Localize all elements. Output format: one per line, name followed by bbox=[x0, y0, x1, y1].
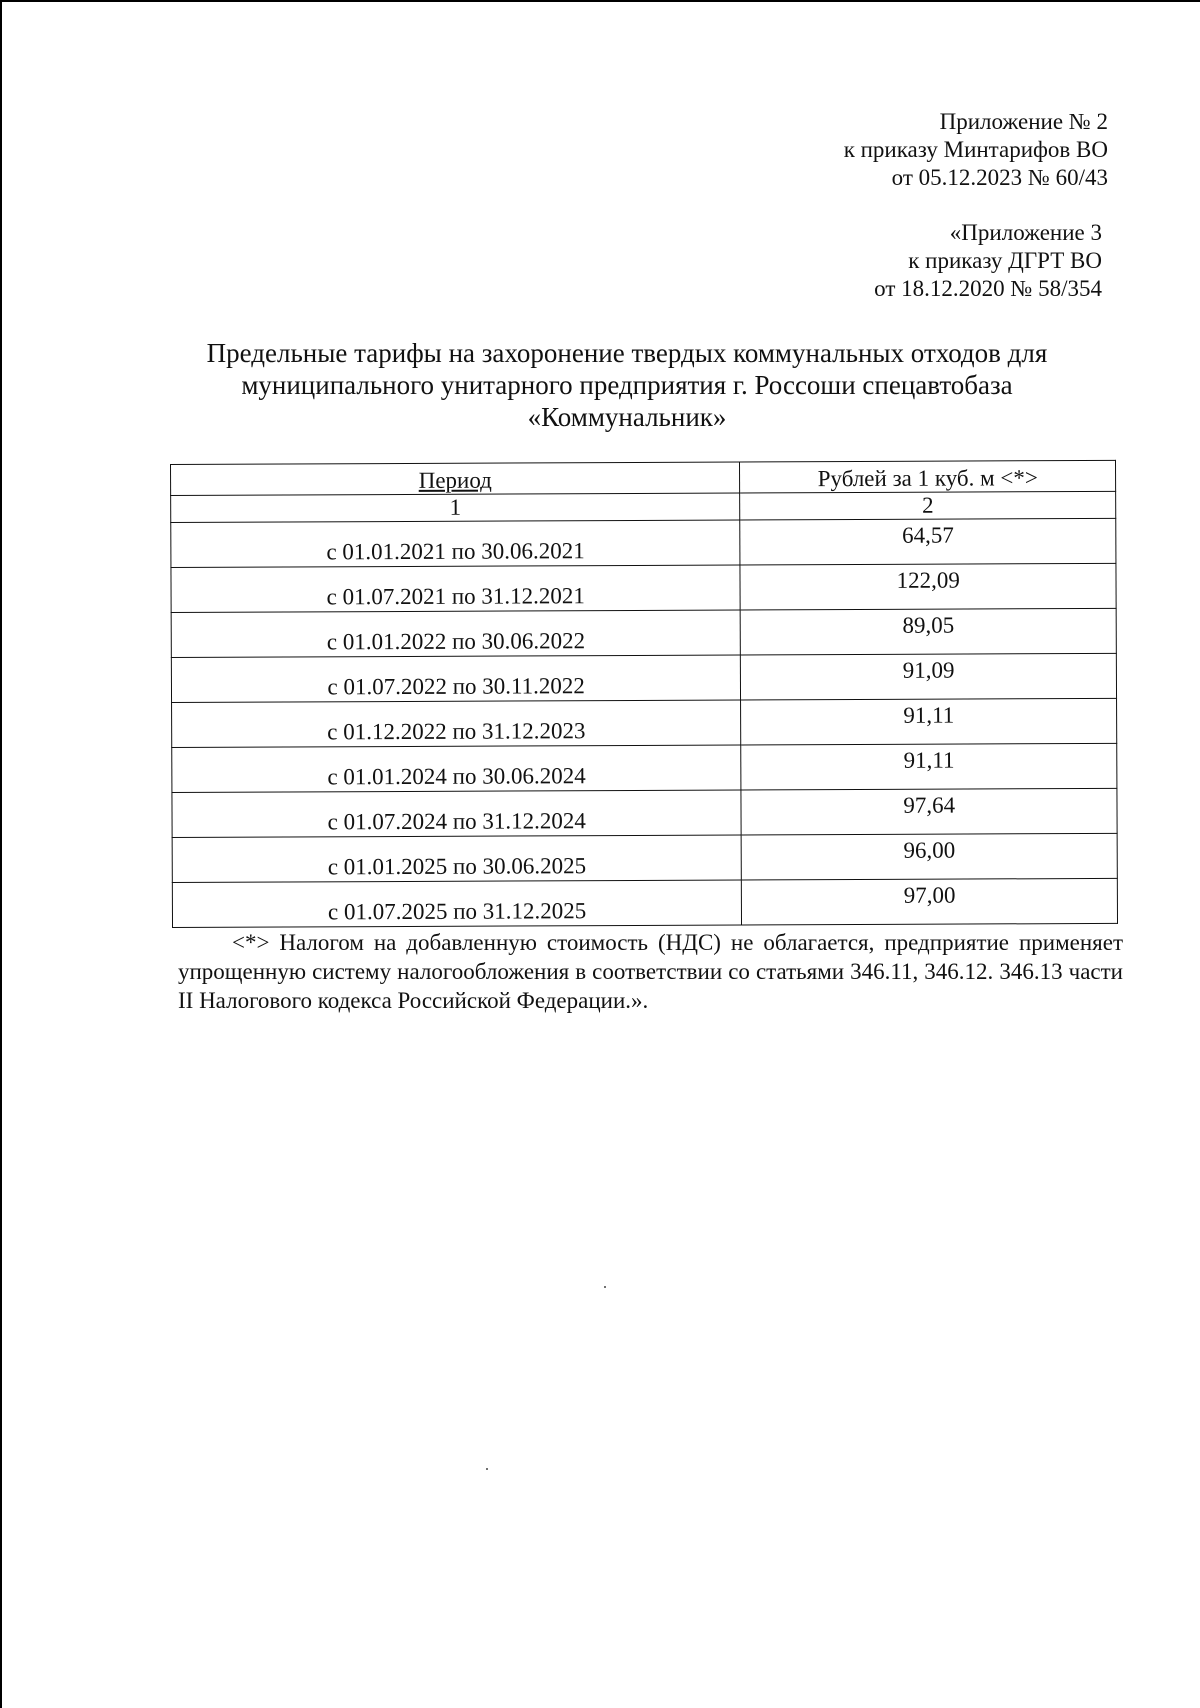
column-number-1: 1 bbox=[171, 493, 741, 522]
table-column-number-row bbox=[171, 491, 1116, 522]
row-period: с 01.07.2021 по 31.12.2021 bbox=[171, 565, 741, 612]
row-period: с 01.12.2022 по 31.12.2023 bbox=[172, 700, 742, 747]
column-number-2: 2 bbox=[740, 491, 1116, 520]
table-row bbox=[172, 788, 1117, 837]
appendix-main-block bbox=[844, 108, 1108, 192]
header-period: Период bbox=[171, 462, 741, 495]
row-period: с 01.01.2024 по 30.06.2024 bbox=[172, 745, 742, 792]
table-row bbox=[171, 563, 1116, 612]
appendix-ref-line1: «Приложение 3 bbox=[949, 220, 1102, 245]
footnote: <*> Налогом на добавленную стоимость (НДС) не облагается, предприятие применяет упрощенную систему налогообложения в соответствии со статьями 346.11, 346.12. 346.13 части II Налогового кодекса Российской Федерации.». bbox=[178, 930, 1123, 1013]
row-value: 91,09 bbox=[741, 653, 1117, 700]
table-row bbox=[172, 743, 1117, 792]
table-row bbox=[172, 878, 1117, 927]
row-value: 91,11 bbox=[741, 698, 1117, 745]
row-period: с 01.01.2021 по 30.06.2021 bbox=[171, 520, 741, 567]
appendix-ref-block bbox=[874, 219, 1102, 303]
scan-speck bbox=[604, 1286, 606, 1288]
table-row bbox=[172, 833, 1117, 882]
row-value: 97,64 bbox=[741, 788, 1117, 835]
row-value: 89,05 bbox=[741, 608, 1117, 655]
appendix-main-line2: к приказу Минтарифов ВО bbox=[843, 137, 1108, 162]
row-period: с 01.01.2025 по 30.06.2025 bbox=[172, 835, 742, 882]
row-value: 91,11 bbox=[741, 743, 1117, 790]
table-row bbox=[172, 698, 1117, 747]
row-period: с 01.01.2022 по 30.06.2022 bbox=[171, 610, 741, 657]
appendix-main-line3: от 05.12.2023 № 60/43 bbox=[891, 165, 1108, 190]
table-row bbox=[171, 653, 1116, 702]
header-price: Рублей за 1 куб. м <*> bbox=[740, 460, 1116, 493]
row-period: с 01.07.2025 по 31.12.2025 bbox=[172, 880, 742, 927]
scan-speck bbox=[486, 1468, 488, 1470]
row-period: с 01.07.2024 по 31.12.2024 bbox=[172, 790, 742, 837]
table-row bbox=[171, 608, 1116, 657]
title-line1: Предельные тарифы на захоронение твердых коммунальных отходов для bbox=[206, 338, 1048, 368]
appendix-ref-line3: от 18.12.2020 № 58/354 bbox=[874, 276, 1102, 301]
title-line3: «Коммунальник» bbox=[527, 402, 727, 432]
document-title bbox=[162, 337, 1092, 433]
tariff-table bbox=[170, 460, 1118, 928]
row-value: 97,00 bbox=[742, 878, 1118, 925]
tariff-table-body bbox=[171, 460, 1118, 927]
row-value: 64,57 bbox=[740, 518, 1116, 565]
row-value: 96,00 bbox=[742, 833, 1118, 880]
row-value: 122,09 bbox=[740, 563, 1116, 610]
title-line2: муниципального унитарного предприятия г. Россоши спецавтобаза bbox=[241, 370, 1013, 400]
row-period: с 01.07.2022 по 30.11.2022 bbox=[171, 655, 741, 702]
appendix-ref-line2: к приказу ДГРТ ВО bbox=[908, 248, 1102, 273]
table-header-row bbox=[171, 460, 1116, 495]
table-row bbox=[171, 518, 1116, 567]
appendix-main-line1: Приложение № 2 bbox=[939, 109, 1108, 134]
